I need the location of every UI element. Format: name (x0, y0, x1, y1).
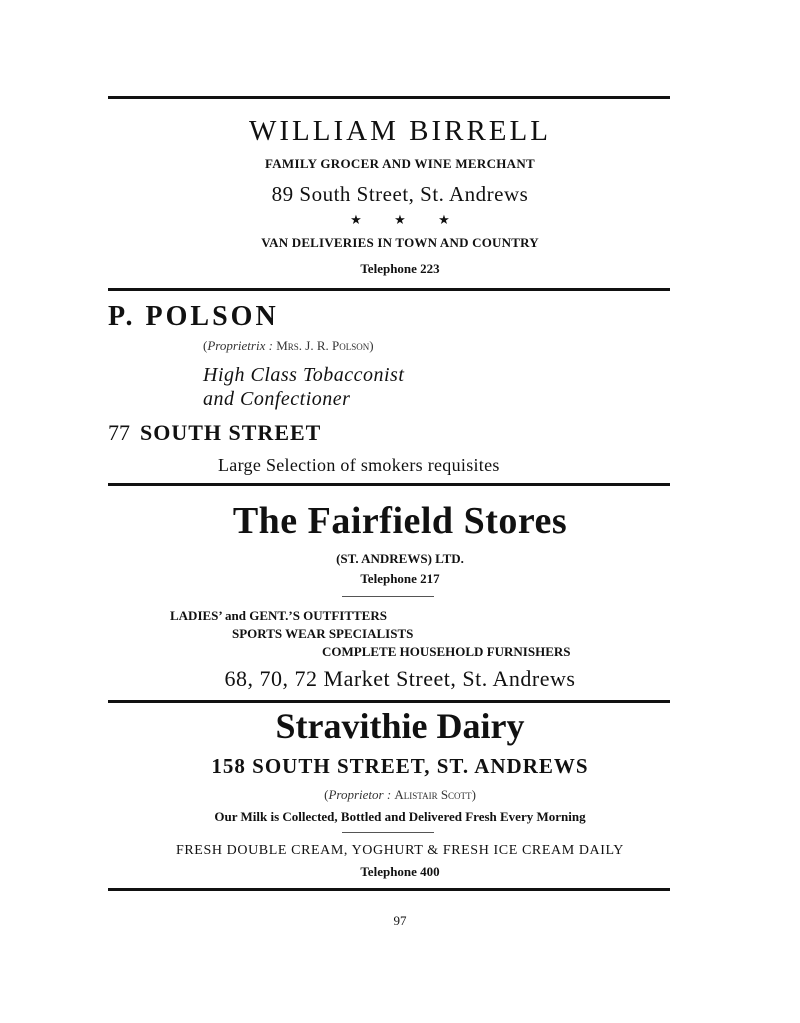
polson-street-number: 77 (108, 420, 130, 445)
polson-selection: Large Selection of smokers requisites (218, 455, 500, 475)
polson-street: SOUTH STREET (140, 420, 322, 445)
stravithie-telephone: Telephone 400 (360, 864, 440, 879)
proprietrix-name: Mrs. J. R. Polson (276, 338, 370, 353)
polson-proprietrix: (Proprietrix : Mrs. J. R. Polson) (203, 338, 374, 353)
stravithie-cream: FRESH DOUBLE CREAM, YOGHURT & FRESH ICE CREAM DAILY (175, 843, 624, 858)
divider-1 (108, 288, 670, 291)
fairfield-line1: LADIES’ and GENT.’S OUTFITTERS (170, 608, 387, 623)
fairfield-company: (ST. ANDREWS) LTD. (336, 551, 464, 566)
birrell-deliveries: VAN DELIVERIES IN TOWN AND COUNTRY (261, 235, 539, 250)
stravithie-address: 158 SOUTH STREET, ST. ANDREWS (211, 754, 589, 778)
star-icon: ★ (394, 212, 406, 227)
stravithie-name: Stravithie Dairy (275, 706, 525, 746)
proprietor-name: Alistair Scott (394, 787, 472, 802)
fairfield-line3: COMPLETE HOUSEHOLD FURNISHERS (322, 644, 571, 659)
polson-name: P. POLSON (108, 301, 279, 332)
top-rule (108, 96, 670, 99)
stravithie-proprietor: (Proprietor : Alistair Scott) (324, 787, 476, 802)
bottom-rule (108, 888, 670, 891)
birrell-trade: FAMILY GROCER AND WINE MERCHANT (264, 156, 536, 171)
proprietrix-label: Proprietrix : (207, 338, 273, 353)
stravithie-milk: Our Milk is Collected, Bottled and Delivered Fresh Every Morning (214, 809, 586, 824)
stravithie-separator (342, 832, 434, 833)
birrell-telephone: Telephone 223 (360, 261, 440, 276)
divider-3 (108, 700, 670, 703)
proprietor-label: Proprietor : (328, 787, 392, 802)
star-icon: ★ (350, 212, 362, 227)
polson-street-line (108, 422, 321, 444)
fairfield-address: 68, 70, 72 Market Street, St. Andrews (224, 666, 576, 691)
fairfield-telephone: Telephone 217 (360, 571, 440, 586)
polson-trade-line1: High Class Tobacconist (203, 364, 405, 386)
divider-2 (108, 483, 670, 486)
fairfield-line2: SPORTS WEAR SPECIALISTS (232, 626, 414, 641)
birrell-name: WILLIAM BIRRELL (249, 115, 551, 147)
fairfield-separator (342, 596, 434, 597)
birrell-stars (0, 212, 800, 228)
star-icon: ★ (438, 212, 450, 227)
page-number: 97 (393, 913, 407, 928)
birrell-address: 89 South Street, St. Andrews (271, 182, 529, 206)
polson-trade-line2: and Confectioner (203, 388, 351, 410)
fairfield-name: The Fairfield Stores (232, 500, 568, 542)
